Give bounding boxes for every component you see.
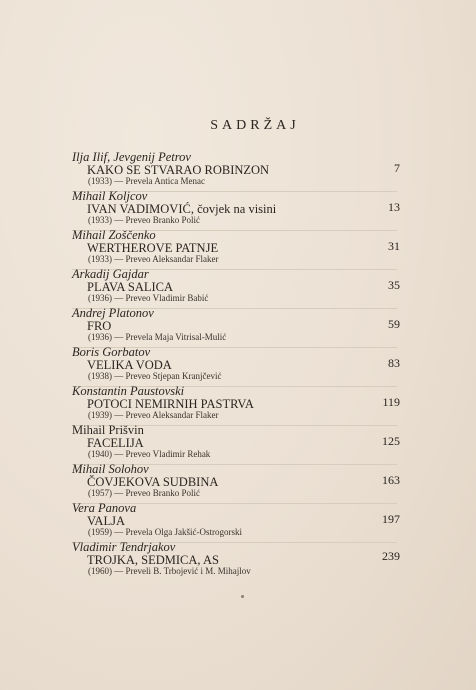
toc-entry <box>72 384 400 424</box>
toc-story-title: TROJKA, SEDMICA, AS <box>87 553 219 567</box>
toc-story-title: VELIKA VODA <box>87 358 172 372</box>
toc-entry <box>72 345 400 385</box>
toc-page-number: 83 <box>388 356 400 370</box>
toc-entry <box>72 150 400 190</box>
toc-story-title: IVAN VADIMOVIĆ, čovjek na visini <box>87 202 277 216</box>
toc-translation-info: (1936) — Preveo Vladimir Babić <box>88 293 209 303</box>
toc-story-title: KAKO SE STVARAO ROBINZON <box>87 163 270 177</box>
toc-page-number: 7 <box>394 161 400 175</box>
toc-entry <box>72 228 400 268</box>
toc-entry <box>72 189 400 229</box>
toc-page-number: 119 <box>382 395 400 409</box>
toc-page-number: 13 <box>388 200 400 214</box>
toc-entry <box>72 540 400 580</box>
toc-author: Mihail Prišvin <box>72 423 144 437</box>
toc-page-number: 125 <box>382 434 400 448</box>
toc-page-number: 31 <box>388 239 400 253</box>
toc-translation-info: (1959) — Prevela Olga Jakšić-Ostrogorski <box>88 527 242 537</box>
toc-author: Mihail Solohov <box>72 462 149 476</box>
toc-story-title: PLAVA SALICA <box>87 280 174 294</box>
toc-translation-info: (1936) — Prevela Maja Vitrisal-Mulić <box>88 332 227 342</box>
toc-translation-info: (1933) — Preveo Branko Polić <box>88 215 200 225</box>
toc-translation-info: (1939) — Preveo Aleksandar Flaker <box>88 410 219 420</box>
toc-entry <box>72 267 400 307</box>
toc-author: Konstantin Paustovski <box>72 384 185 398</box>
toc-author: Boris Gorbatov <box>72 345 151 359</box>
toc-translation-info: (1960) — Preveli B. Trbojević i M. Mihajlov <box>88 566 251 576</box>
toc-story-title: FRO <box>87 319 112 333</box>
toc-entry <box>72 423 400 463</box>
toc-page-number: 59 <box>388 317 400 331</box>
table-of-contents <box>72 150 400 580</box>
toc-story-title: ČOVJEKOVA SUDBINA <box>87 475 219 489</box>
toc-story-title: POTOCI NEMIRNIH PASTRVA <box>87 397 254 411</box>
toc-translation-info: (1938) — Preveo Stjepan Kranjčević <box>88 371 222 381</box>
toc-author: Vladimir Tendrjakov <box>72 540 176 554</box>
toc-translation-info: (1957) — Preveo Branko Polić <box>88 488 200 498</box>
toc-author: Mihail Koljcov <box>72 189 148 203</box>
toc-entry <box>72 462 400 502</box>
toc-entry <box>72 501 400 541</box>
toc-author: Vera Panova <box>72 501 137 515</box>
toc-story-title: FACELIJA <box>87 436 144 450</box>
toc-author: Ilja Ilif, Jevgenij Petrov <box>72 150 191 164</box>
toc-author: Mihail Zoščenko <box>72 228 156 242</box>
toc-story-title: VALJA <box>87 514 125 528</box>
toc-entry <box>72 306 400 346</box>
toc-page-number: 163 <box>382 473 400 487</box>
toc-page-number: 197 <box>382 512 400 526</box>
ink-speck <box>241 595 244 598</box>
page-title: SADRŽAJ <box>210 118 300 133</box>
toc-translation-info: (1933) — Prevela Antica Menac <box>88 176 205 186</box>
toc-page-number: 35 <box>388 278 400 292</box>
toc-story-title: WERTHEROVE PATNJE <box>87 241 219 255</box>
toc-page-number: 239 <box>382 549 400 563</box>
toc-translation-info: (1940) — Preveo Vladimir Rehak <box>88 449 211 459</box>
toc-translation-info: (1933) — Preveo Aleksandar Flaker <box>88 254 219 264</box>
toc-author: Arkadij Gajdar <box>72 267 149 281</box>
toc-author: Andrej Platonov <box>72 306 154 320</box>
